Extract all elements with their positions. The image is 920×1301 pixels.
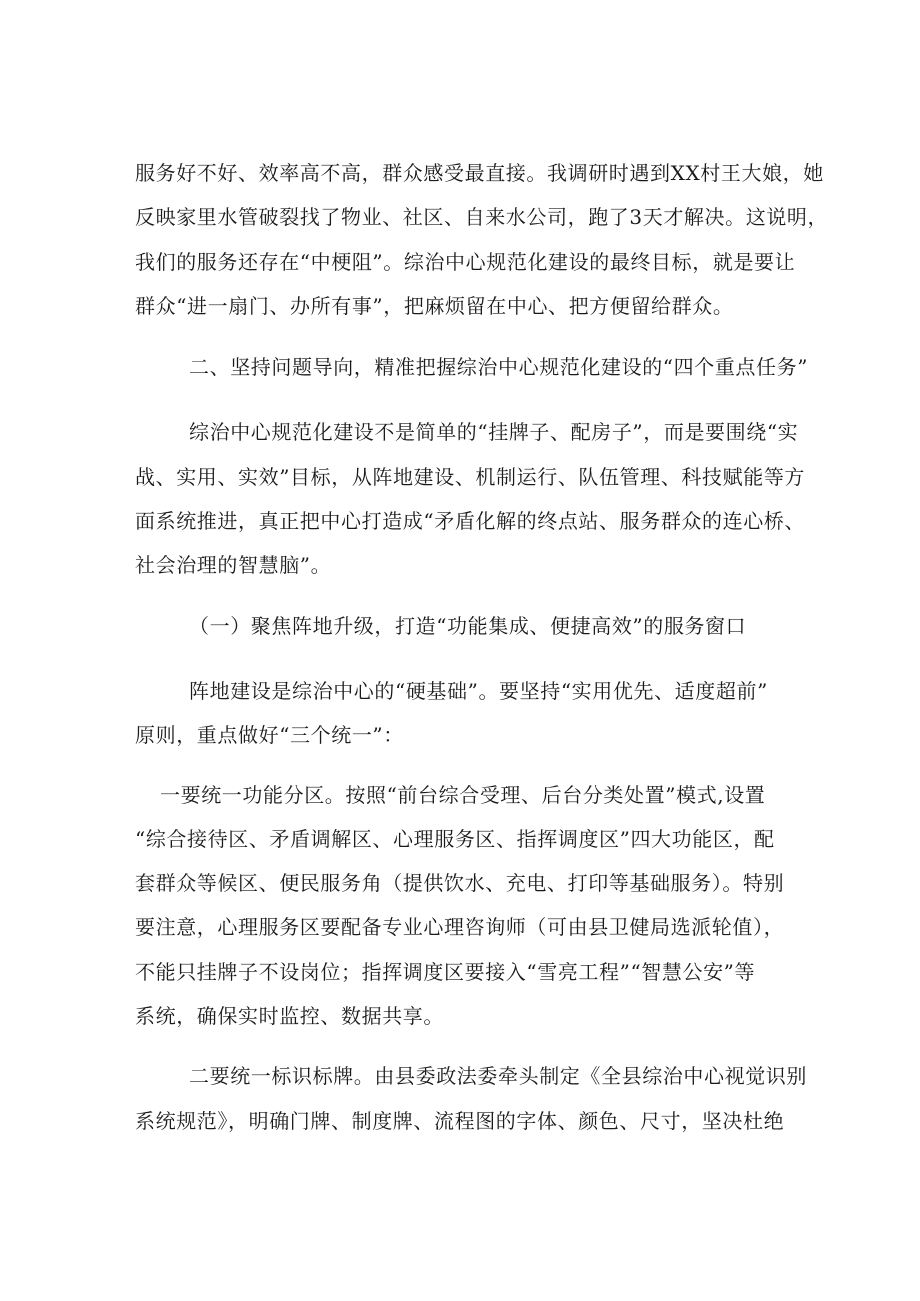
text-line: 群众“进一扇门、办所有事”，把麻烦留在中心、把方便留给群众。	[135, 294, 734, 318]
text-line: 战、实用、实效”目标，从阵地建设、机制运行、队伍管理、科技赋能等方	[135, 465, 806, 489]
text-line: “综合接待区、矛盾调解区、心理服务区、指挥调度区”四大功能区，配	[135, 827, 775, 851]
text-line: 服务好不好、效率高不高，群众感受最直接。我调研时遇到XX村王大娘，她	[135, 161, 824, 185]
subsection-heading: （一）聚焦阵地升级，打造“功能集成、便捷高效”的服务窗口	[189, 614, 747, 638]
text-line: 原则，重点做好“三个统一”：	[135, 723, 404, 747]
text-line: 我们的服务还存在“中梗阻”。综治中心规范化建设的最终目标，就是要让	[135, 250, 796, 274]
text-line: 综治中心规范化建设不是简单的“挂牌子、配房子”，而是要围绕“实	[189, 420, 799, 444]
text-line: 一要统一功能分区。按照“前台综合受理、后台分类处置”模式,设置	[160, 783, 766, 807]
text-line: 系统规范》，明确门牌、制度牌、流程图的字体、颜色、尺寸，坚决杜绝	[135, 1109, 785, 1133]
text-line: 不能只挂牌子不设岗位；指挥调度区要接入“雪亮工程”“智慧公安”等	[135, 960, 756, 984]
text-line: 阵地建设是综治中心的“硬基础”。要坚持“实用优先、适度超前”	[189, 679, 768, 703]
text-line: 系统，确保实时监控、数据共享。	[135, 1004, 444, 1028]
text-line: 反映家里水管破裂找了物业、社区、自来水公司，跑了3天才解决。这说明，	[135, 205, 829, 229]
text-line: 社会治理的智慧脑”。	[135, 553, 332, 577]
text-line: 要注意，心理服务区要配备专业心理咨询师（可由县卫健局选派轮值），	[135, 915, 785, 939]
text-line: 套群众等候区、便民服务角（提供饮水、充电、打印等基础服务）。特别	[135, 871, 785, 895]
section-heading: 二、坚持问题导向，精准把握综治中心规范化建设的“四个重点任务”	[189, 355, 809, 379]
text-line: 二要统一标识标牌。由县委政法委牵头制定《全县综治中心视觉识别	[189, 1064, 807, 1088]
text-line: 面系统推进，真正把中心打造成“矛盾化解的终点站、服务群众的连心桥、	[135, 509, 806, 533]
